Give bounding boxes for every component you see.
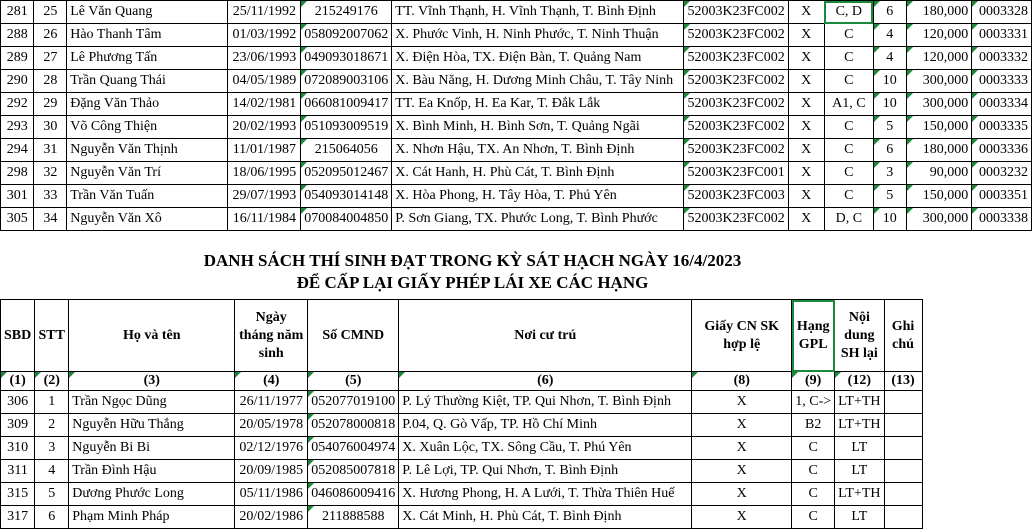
name-cell[interactable]: Nguyễn Văn Thịnh (67, 139, 228, 162)
table-row (1, 47, 1032, 70)
retest-content-cell[interactable]: LT (835, 437, 884, 460)
id-cell[interactable]: 051093009519 (301, 116, 392, 139)
stt-cell[interactable]: 30 (34, 116, 67, 139)
address-cell[interactable]: X. Phước Vinh, H. Ninh Phước, T. Ninh Thuận (392, 24, 684, 47)
course-cell[interactable]: 52003K23FC002 (684, 93, 788, 116)
id-cell[interactable]: 052077019100 (308, 391, 399, 414)
header-retest-content[interactable]: Nội dung SH lại (835, 300, 884, 372)
id-cell[interactable]: 054093014148 (301, 185, 392, 208)
hours-cell[interactable]: 4 (873, 24, 906, 47)
id-cell[interactable]: 066081009417 (301, 93, 392, 116)
license-class-cell[interactable]: C (792, 483, 835, 506)
license-class-cell[interactable]: D, C (824, 208, 873, 231)
health-cert-cell[interactable]: X (788, 116, 824, 139)
dob-cell[interactable]: 04/05/1989 (228, 70, 301, 93)
id-cell[interactable]: 215064056 (301, 139, 392, 162)
table-row (1, 437, 923, 460)
dob-cell[interactable]: 11/01/1987 (228, 139, 301, 162)
health-cert-cell[interactable]: X (788, 162, 824, 185)
fee-cell[interactable]: 180,000 (906, 139, 972, 162)
course-cell[interactable]: 52003K23FC001 (684, 162, 788, 185)
fee-cell[interactable]: 120,000 (906, 24, 972, 47)
dob-cell[interactable]: 16/11/1984 (228, 208, 301, 231)
address-cell[interactable]: X. Hương Phong, H. A Lưới, T. Thừa Thiên Huế (399, 483, 692, 506)
dob-cell[interactable]: 14/02/1981 (228, 93, 301, 116)
name-cell[interactable]: Võ Công Thiện (67, 116, 228, 139)
address-cell[interactable]: TT. Vĩnh Thạnh, H. Vĩnh Thạnh, T. Bình Định (392, 1, 684, 24)
note-cell[interactable] (884, 506, 922, 529)
name-cell[interactable]: Nguyễn Hữu Thắng (69, 414, 235, 437)
id-cell[interactable]: 072089003106 (301, 70, 392, 93)
name-cell[interactable]: Hào Thanh Tâm (67, 24, 228, 47)
stt-cell[interactable]: 32 (34, 162, 67, 185)
license-class-cell[interactable]: C (824, 162, 873, 185)
name-cell[interactable]: Lê Phương Tấn (67, 47, 228, 70)
column-index-cell[interactable]: (6) (399, 372, 692, 391)
note-cell[interactable] (884, 414, 922, 437)
id-cell[interactable]: 046086009416 (308, 483, 399, 506)
name-cell[interactable]: Phạm Minh Pháp (69, 506, 235, 529)
fee-cell[interactable]: 300,000 (906, 70, 972, 93)
sbd-cell[interactable]: 315 (1, 483, 35, 506)
header-license-class[interactable]: Hạng GPL (792, 300, 835, 372)
note-cell[interactable] (884, 483, 922, 506)
stt-cell[interactable]: 28 (34, 70, 67, 93)
column-index-cell[interactable]: (5) (308, 372, 399, 391)
course-cell[interactable]: 52003K23FC002 (684, 139, 788, 162)
dob-cell[interactable]: 26/11/1977 (235, 391, 308, 414)
course-cell[interactable]: 52003K23FC002 (684, 47, 788, 70)
dob-cell[interactable]: 23/06/1993 (228, 47, 301, 70)
header-sbd[interactable]: SBD (1, 300, 35, 372)
license-class-cell[interactable]: B2 (792, 414, 835, 437)
name-cell[interactable]: Nguyễn Văn Trí (67, 162, 228, 185)
table-row (1, 414, 923, 437)
id-cell[interactable]: 052085007818 (308, 460, 399, 483)
column-index-cell[interactable]: (3) (69, 372, 235, 391)
header-address[interactable]: Nơi cư trú (399, 300, 692, 372)
hours-cell[interactable]: 3 (873, 162, 906, 185)
list-title: DANH SÁCH THÍ SINH ĐẠT TRONG KỲ SÁT HẠCH NGÀY 16/4/2023 (203, 251, 742, 270)
table-row (1, 162, 1032, 185)
stt-cell[interactable]: 2 (35, 414, 69, 437)
id-cell[interactable]: 052078000818 (308, 414, 399, 437)
license-class-cell[interactable]: C (824, 139, 873, 162)
dob-cell[interactable]: 05/11/1986 (235, 483, 308, 506)
stt-cell[interactable]: 27 (34, 47, 67, 70)
retest-content-cell[interactable]: LT+TH (835, 414, 884, 437)
sbd-cell[interactable]: 290 (1, 70, 34, 93)
stt-cell[interactable]: 31 (34, 139, 67, 162)
stt-cell[interactable]: 5 (35, 483, 69, 506)
sbd-cell[interactable]: 281 (1, 1, 34, 24)
table-row (1, 93, 1032, 116)
hours-cell[interactable]: 6 (873, 139, 906, 162)
hours-cell[interactable]: 4 (873, 47, 906, 70)
table-row (1, 185, 1032, 208)
health-cert-cell[interactable]: X (692, 414, 792, 437)
course-cell[interactable]: 52003K23FC002 (684, 208, 788, 231)
dob-cell[interactable]: 20/05/1978 (235, 414, 308, 437)
license-class-cell[interactable]: A1, C (824, 93, 873, 116)
dob-cell[interactable]: 18/06/1995 (228, 162, 301, 185)
column-index-cell[interactable]: (4) (235, 372, 308, 391)
hours-cell[interactable]: 5 (873, 116, 906, 139)
id-cell[interactable]: 054076004974 (308, 437, 399, 460)
health-cert-cell[interactable]: X (692, 460, 792, 483)
header-note[interactable]: Ghi chú (884, 300, 922, 372)
license-class-cell[interactable]: C (824, 70, 873, 93)
table-row (1, 506, 923, 529)
bottom-data-table (0, 299, 923, 529)
table-row (1, 116, 1032, 139)
fee-cell[interactable]: 300,000 (906, 208, 972, 231)
note-cell[interactable] (884, 437, 922, 460)
id-cell[interactable]: 058092007062 (301, 24, 392, 47)
health-cert-cell[interactable]: X (788, 185, 824, 208)
list-subtitle: ĐỂ CẤP LẠI GIẤY PHÉP LÁI XE CÁC HẠNG (296, 273, 649, 292)
course-cell[interactable]: 52003K23FC002 (684, 1, 788, 24)
dob-cell[interactable]: 29/07/1993 (228, 185, 301, 208)
receipt-cell[interactable]: 0003335 (972, 116, 1032, 139)
health-cert-cell[interactable]: X (788, 208, 824, 231)
course-cell[interactable]: 52003K23FC002 (684, 70, 788, 93)
license-class-cell[interactable]: C (792, 437, 835, 460)
sbd-cell[interactable]: 301 (1, 185, 34, 208)
license-class-cell[interactable]: C (824, 47, 873, 70)
table-row (1, 460, 923, 483)
column-index-cell[interactable]: (1) (1, 372, 35, 391)
address-cell[interactable]: X. Bàu Năng, H. Dương Minh Châu, T. Tây Ninh (392, 70, 684, 93)
name-cell[interactable]: Trần Văn Tuấn (67, 185, 228, 208)
id-cell[interactable]: 215249176 (301, 1, 392, 24)
health-cert-cell[interactable]: X (788, 139, 824, 162)
header-name[interactable]: Họ và tên (69, 300, 235, 372)
health-cert-cell[interactable]: X (692, 506, 792, 529)
sbd-cell[interactable]: 289 (1, 47, 34, 70)
header-health-cert[interactable]: Giấy CN SK hợp lệ (692, 300, 792, 372)
sbd-cell[interactable]: 293 (1, 116, 34, 139)
hours-cell[interactable]: 10 (873, 208, 906, 231)
dob-cell[interactable]: 20/02/1993 (228, 116, 301, 139)
table-row (1, 139, 1032, 162)
stt-cell[interactable]: 4 (35, 460, 69, 483)
table-row (1, 391, 923, 414)
address-cell[interactable]: P. Lê Lợi, TP. Qui Nhơn, T. Bình Định (399, 460, 692, 483)
receipt-cell[interactable]: 0003334 (972, 93, 1032, 116)
receipt-cell[interactable]: 0003328 (972, 1, 1032, 24)
dob-cell[interactable]: 02/12/1976 (235, 437, 308, 460)
top-data-table (0, 0, 1032, 231)
table-row (1, 70, 1032, 93)
header-dob[interactable]: Ngày tháng năm sinh (235, 300, 308, 372)
name-cell[interactable]: Đặng Văn Thảo (67, 93, 228, 116)
id-cell[interactable]: 211888588 (308, 506, 399, 529)
health-cert-cell[interactable]: X (788, 93, 824, 116)
hours-cell[interactable]: 6 (873, 1, 906, 24)
address-cell[interactable]: P. Lý Thường Kiệt, TP. Qui Nhơn, T. Bình Định (399, 391, 692, 414)
receipt-cell[interactable]: 0003351 (972, 185, 1032, 208)
receipt-cell[interactable]: 0003333 (972, 70, 1032, 93)
stt-cell[interactable]: 3 (35, 437, 69, 460)
table-row (1, 1, 1032, 24)
stt-cell[interactable]: 33 (34, 185, 67, 208)
retest-content-cell[interactable]: LT+TH (835, 483, 884, 506)
fee-cell[interactable]: 150,000 (906, 116, 972, 139)
address-cell[interactable]: X. Cát Minh, H. Phù Cát, T. Bình Định (399, 506, 692, 529)
sbd-cell[interactable]: 310 (1, 437, 35, 460)
fee-cell[interactable]: 150,000 (906, 185, 972, 208)
sbd-cell[interactable]: 306 (1, 391, 35, 414)
fee-cell[interactable]: 90,000 (906, 162, 972, 185)
id-cell[interactable]: 052095012467 (301, 162, 392, 185)
retest-content-cell[interactable]: LT+TH (835, 391, 884, 414)
name-cell[interactable]: Trần Ngọc Dũng (69, 391, 235, 414)
name-cell[interactable]: Trần Đình Hậu (69, 460, 235, 483)
dob-cell[interactable]: 25/11/1992 (228, 1, 301, 24)
address-cell[interactable]: X. Bình Minh, H. Bình Sơn, T. Quảng Ngãi (392, 116, 684, 139)
hours-cell[interactable]: 5 (873, 185, 906, 208)
address-cell[interactable]: X. Xuân Lộc, TX. Sông Cầu, T. Phú Yên (399, 437, 692, 460)
note-cell[interactable] (884, 391, 922, 414)
health-cert-cell[interactable]: X (788, 24, 824, 47)
address-cell[interactable]: P. Sơn Giang, TX. Phước Long, T. Bình Phước (392, 208, 684, 231)
name-cell[interactable]: Trần Quang Thái (67, 70, 228, 93)
stt-cell[interactable]: 1 (35, 391, 69, 414)
health-cert-cell[interactable]: X (692, 483, 792, 506)
dob-cell[interactable]: 01/03/1992 (228, 24, 301, 47)
hours-cell[interactable]: 10 (873, 93, 906, 116)
receipt-cell[interactable]: 0003338 (972, 208, 1032, 231)
stt-cell[interactable]: 6 (35, 506, 69, 529)
fee-cell[interactable]: 120,000 (906, 47, 972, 70)
license-class-cell[interactable]: C (824, 185, 873, 208)
retest-content-cell[interactable]: LT (835, 460, 884, 483)
retest-content-cell[interactable]: LT (835, 506, 884, 529)
receipt-cell[interactable]: 0003232 (972, 162, 1032, 185)
receipt-cell[interactable]: 0003332 (972, 47, 1032, 70)
stt-cell[interactable]: 34 (34, 208, 67, 231)
stt-cell[interactable]: 26 (34, 24, 67, 47)
table-row (1, 24, 1032, 47)
column-index-cell[interactable]: (13) (884, 372, 922, 391)
name-cell[interactable]: Nguyễn Văn Xô (67, 208, 228, 231)
table-row (1, 483, 923, 506)
address-cell[interactable]: X. Nhơn Hậu, TX. An Nhơn, T. Bình Định (392, 139, 684, 162)
sbd-cell[interactable]: 311 (1, 460, 35, 483)
id-cell[interactable]: 070084004850 (301, 208, 392, 231)
header-stt[interactable]: STT (35, 300, 69, 372)
fee-cell[interactable]: 300,000 (906, 93, 972, 116)
stt-cell[interactable]: 25 (34, 1, 67, 24)
license-class-cell[interactable]: 1, C-> (792, 391, 835, 414)
dob-cell[interactable]: 20/09/1985 (235, 460, 308, 483)
license-class-cell[interactable]: C, D (824, 1, 873, 24)
column-index-cell[interactable]: (9) (792, 372, 835, 391)
name-cell[interactable]: Dương Phước Long (69, 483, 235, 506)
dob-cell[interactable]: 20/02/1986 (235, 506, 308, 529)
address-cell[interactable]: X. Điện Hòa, TX. Điện Bàn, T. Quảng Nam (392, 47, 684, 70)
table-row (1, 208, 1032, 231)
column-index-cell[interactable]: (12) (835, 372, 884, 391)
address-cell[interactable]: X. Cát Hanh, H. Phù Cát, T. Bình Định (392, 162, 684, 185)
address-cell[interactable]: X. Hòa Phong, H. Tây Hòa, T. Phú Yên (392, 185, 684, 208)
sbd-cell[interactable]: 298 (1, 162, 34, 185)
sbd-cell[interactable]: 288 (1, 24, 34, 47)
receipt-cell[interactable]: 0003331 (972, 24, 1032, 47)
address-cell[interactable]: P.04, Q. Gò Vấp, TP. Hồ Chí Minh (399, 414, 692, 437)
health-cert-cell[interactable]: X (692, 391, 792, 414)
sbd-cell[interactable]: 305 (1, 208, 34, 231)
receipt-cell[interactable]: 0003336 (972, 139, 1032, 162)
course-cell[interactable]: 52003K23FC002 (684, 116, 788, 139)
license-class-cell[interactable]: C (792, 506, 835, 529)
sbd-cell[interactable]: 294 (1, 139, 34, 162)
note-cell[interactable] (884, 460, 922, 483)
address-cell[interactable]: TT. Ea Knốp, H. Ea Kar, T. Đắk Lắk (392, 93, 684, 116)
stt-cell[interactable]: 29 (34, 93, 67, 116)
license-class-cell[interactable]: C (792, 460, 835, 483)
name-cell[interactable]: Nguyễn Bi Bi (69, 437, 235, 460)
header-id[interactable]: Số CMND (308, 300, 399, 372)
health-cert-cell[interactable]: X (788, 1, 824, 24)
sbd-cell[interactable]: 317 (1, 506, 35, 529)
course-cell[interactable]: 52003K23FC002 (684, 24, 788, 47)
column-index-cell[interactable]: (2) (35, 372, 69, 391)
license-class-cell[interactable]: C (824, 116, 873, 139)
name-cell[interactable]: Lê Văn Quang (67, 1, 228, 24)
health-cert-cell[interactable]: X (692, 437, 792, 460)
column-index-cell[interactable]: (8) (692, 372, 792, 391)
hours-cell[interactable]: 10 (873, 70, 906, 93)
sbd-cell[interactable]: 292 (1, 93, 34, 116)
sbd-cell[interactable]: 309 (1, 414, 35, 437)
id-cell[interactable]: 049093018671 (301, 47, 392, 70)
course-cell[interactable]: 52003K23FC003 (684, 185, 788, 208)
health-cert-cell[interactable]: X (788, 47, 824, 70)
fee-cell[interactable]: 180,000 (906, 1, 972, 24)
health-cert-cell[interactable]: X (788, 70, 824, 93)
license-class-cell[interactable]: C (824, 24, 873, 47)
